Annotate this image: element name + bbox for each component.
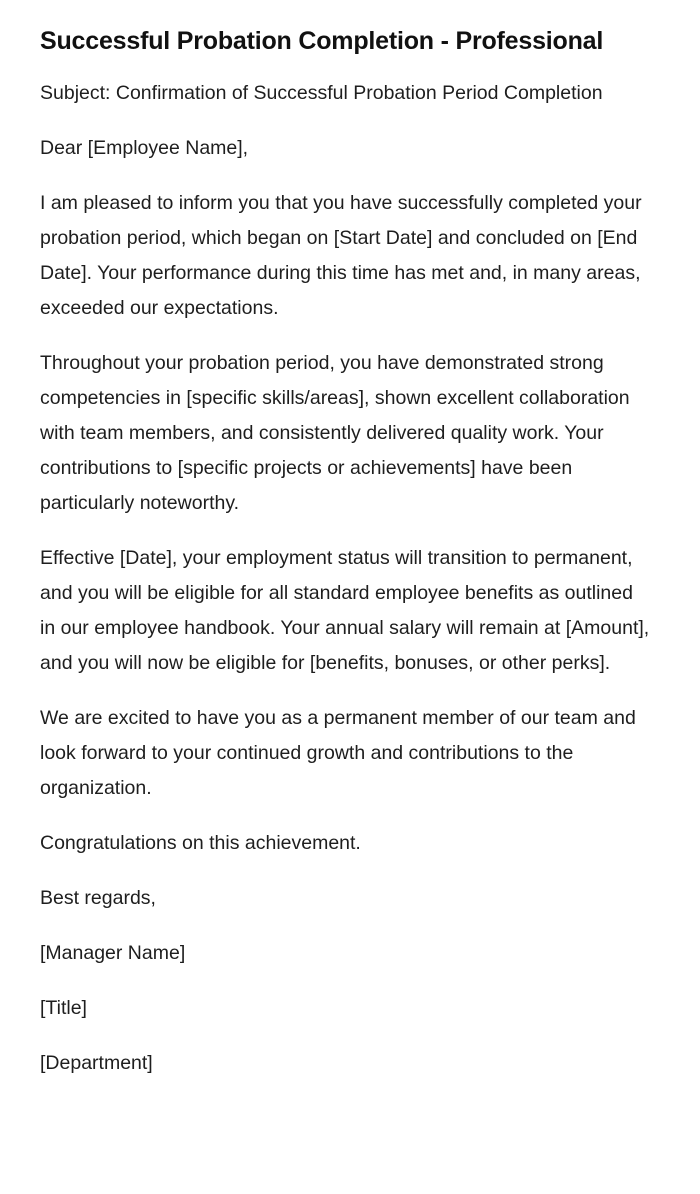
letter-document [40,24,650,1101]
closing-line: Best regards, [40,887,156,909]
document-title: Successful Probation Completion - Professional [40,27,604,55]
subject-line: Subject: Confirmation of Successful Probation Period Completion [40,82,603,104]
body-paragraph-welcome: We are excited to have you as a permanent member of our team and look forward to your continued growth and contributions to the organization. [40,707,636,799]
signature-name: [Manager Name] [40,942,186,964]
congratulations-line: Congratulations on this achievement. [40,832,361,854]
body-paragraph-performance: Throughout your probation period, you have demonstrated strong competencies in [specific skills/areas], shown excellent collaboration with team members, and consistently delivered quality work. Your contributions to [specific projects or achievements] have been particularly noteworthy. [40,352,630,514]
signature-department: [Department] [40,1052,153,1074]
body-paragraph-notification: I am pleased to inform you that you have successfully completed your probation period, which began on [Start Date] and concluded on [End Date]. Your performance during this time has met and, in many areas, exceeded our expectations. [40,192,642,319]
body-paragraph-employment-status: Effective [Date], your employment status will transition to permanent, and you will be eligible for all standard employee benefits as outlined in our employee handbook. Your annual salary will remain at [Amount], and you will now be eligible for [benefits, bonuses, or other perks]. [40,547,650,674]
greeting: Dear [Employee Name], [40,137,249,159]
signature-title: [Title] [40,997,87,1019]
